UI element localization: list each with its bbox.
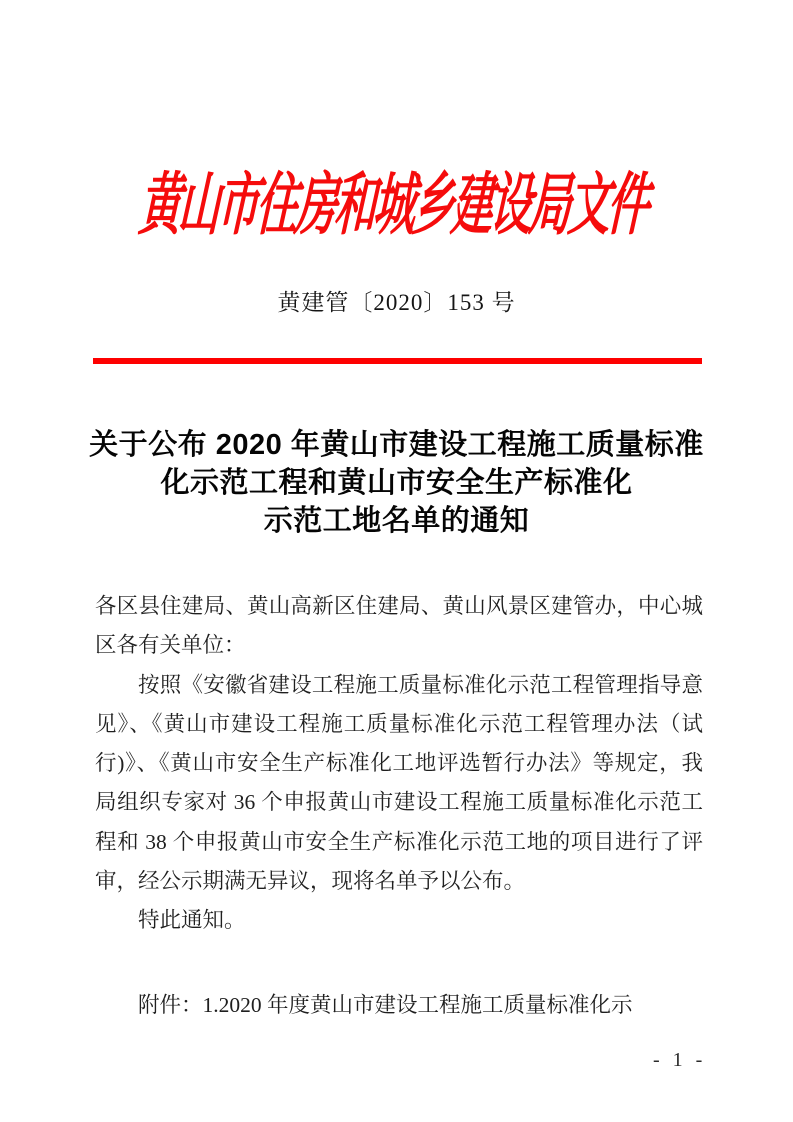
recipients-line: 各区县住建局、黄山高新区住建局、黄山风景区建管办，中心城区各有关单位： <box>95 594 703 658</box>
notice-title-line-1: 关于公布 2020 年黄山市建设工程施工质量标准 <box>89 429 704 461</box>
document-number: 黄建管〔2020〕153 号 <box>277 290 516 315</box>
attachment-line: 附件：1.2020 年度黄山市建设工程施工质量标准化示 <box>138 992 633 1017</box>
closing-line: 特此通知。 <box>138 908 246 933</box>
notice-title <box>0 426 793 540</box>
notice-title-line-3: 示范工地名单的通知 <box>263 505 530 537</box>
notice-title-line-2: 化示范工程和黄山市安全生产标准化 <box>160 467 633 499</box>
agency-header <box>0 152 793 245</box>
notice-body <box>95 587 703 1025</box>
main-paragraph: 按照《安徽省建设工程施工质量标准化示范工程管理指导意见》、《黄山市建设工程施工质量标准化示范工程管理办法（试行)》、《黄山市安全生产标准化工地评选暂行办法》等规定，我局组织专家对 36 个申报黄山市建设工程施工质量标准化示范工程和 38 个申报黄山市安全生产标准化示范工地的项目进行了评审，经公示期满无异议，现将名单予以公布。 <box>95 672 703 894</box>
red-divider-rule <box>93 358 702 364</box>
agency-title-text: 黄山市住房和城乡建设局文件 <box>136 169 649 245</box>
page-number: - 1 - <box>653 1049 707 1071</box>
